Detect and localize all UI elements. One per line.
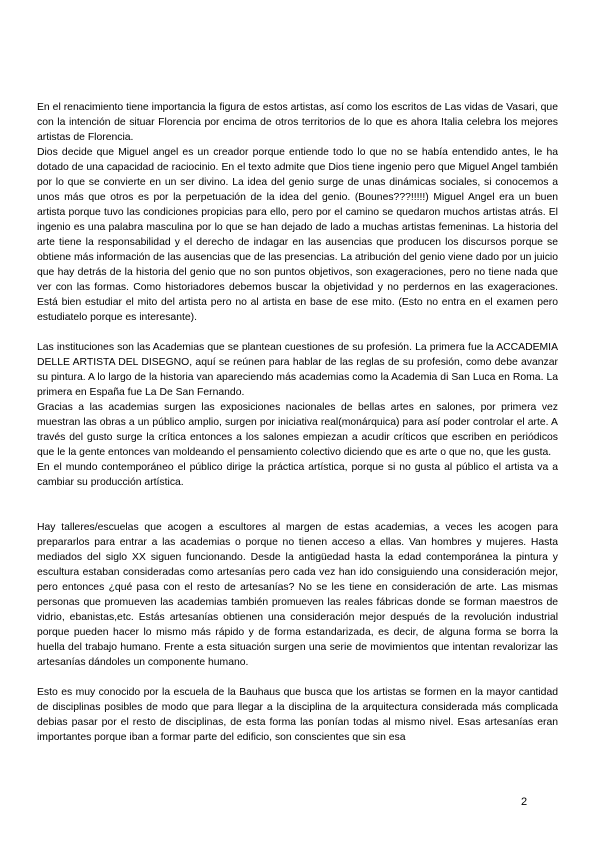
paragraph-bauhaus: Esto es muy conocido por la escuela de la Bauhaus que busca que los artistas se formen en la mayor cantidad de disciplinas posibles de modo que para llegar a la disciplina de la arquitectura considerada más complicada debias pasar por el resto de disciplinas, de esta forma las ponían todas al mismo nivel. Esas artesanías eran importantes porque iban a formar parte del edificio, son conscientes que sin esa bbox=[37, 687, 558, 743]
paragraph-renacimiento: En el renacimiento tiene importancia la figura de estos artistas, así como los escritos de Las vidas de Vasari, que con la intención de situar Florencia por encima de otros territorios de lo que es ahora Italia celebra los mejores artistas de Florencia. bbox=[37, 102, 558, 143]
paragraph-spacer bbox=[37, 325, 558, 340]
paragraph-miguel-angel: Dios decide que Miguel angel es un creador porque entiende todo lo que no se había entendido antes, le ha dotado de una capacidad de raciocinio. En el texto admite que Dios tiene ingenio pero que Miguel Angel también por lo que se convierte en un ser divino. La idea del genio surge de unas dinámicas sociales, si conocemos a unos más que otros es por la perpetuación de la idea del genio. (Bounes???!!!!!) Miguel Angel era un buen artista porque tuvo las condiciones propicias para ello, pero por el camino se quedaron muchos artistas atrás. El ingenio es una palabra masculina por lo que se han dejado de lado a muchas artistas femeninas. La historia del arte tiene la responsabilidad y el derecho de indagar en las ausencias que producen los discursos porque se obtiene más información de las ausencias que de las presencias. La atribución del genio viene dado por un juicio que hay detrás de la historia del genio que no son puntos objetivos, son exageraciones, pero no tiene nada que ver con las formas. Como historiadores debemos buscar la objetividad y no perdernos en las exageraciones. Está bien estudiar el mito del artista pero no al artista en base de ese mito. (Esto no entra en el examen pero estudiatelo porque es interesante). bbox=[37, 147, 558, 323]
paragraph-spacer bbox=[37, 670, 558, 685]
paragraph-academias: Las instituciones son las Academias que se plantean cuestiones de su profesión. La primera fue la ACCADEMIA DELLE ARTISTA DEL DISEGNO, aquí se reúnen para hablar de las reglas de su profesión, como debe avanzar su pintura. A lo largo de la historia van apareciendo más academias como la Academia di San Luca en Roma. La primera en España fue La De San Fernando. bbox=[37, 342, 558, 398]
paragraph-talleres: Hay talleres/escuelas que acogen a escultores al margen de estas academias, a veces les acogen para prepararlos para entrar a las academias o porque no tienen acceso a ellas. Van hombres y mujeres. Hasta mediados del siglo XX siguen funcionando. Desde la antigüedad hasta la edad contemporánea la pintura y escultura estaban consideradas como artesanías pero cada vez han ido consiguiendo una consideración mejor, pero entonces ¿qué pasa con el resto de artesanías? No se les tiene en consideración de arte. Las mismas personas que promueven las academias también promueven las reales fábricas donde se forman maestros de vidrio, ebanistas,etc. Estás artesanías obtienen una consideración mejor después de la revolución industrial porque pueden hacer lo mismo más rápido y de forma estandarizada, es decir, de alguna forma se borra la huella del trabajo humano. Frente a esta situación surgen una serie de movimientos que intentan revalorizar las artesanías dándoles un componente humano. bbox=[37, 522, 558, 668]
paragraph-spacer bbox=[37, 490, 558, 520]
document-body bbox=[37, 100, 558, 745]
paragraph-exposiciones: Gracias a las academias surgen las exposiciones nacionales de bellas artes en salones, por primera vez muestran las obras a un público amplio, surgen por iniciativa real(monárquica) para así poder controlar el arte. A través del gusto surge la crítica entonces a los salones empiezan a acudir críticos que escriben en periódicos que le la gente entonces van moldeando el pensamiento colectivo diciendo que es arte o que no, que les gusta. bbox=[37, 402, 558, 458]
page-number: 2 bbox=[520, 796, 528, 808]
paragraph-mundo-contemporaneo: En el mundo contemporáneo el público dirige la práctica artística, porque si no gusta al público el artista va a cambiar su producción artística. bbox=[37, 462, 558, 488]
